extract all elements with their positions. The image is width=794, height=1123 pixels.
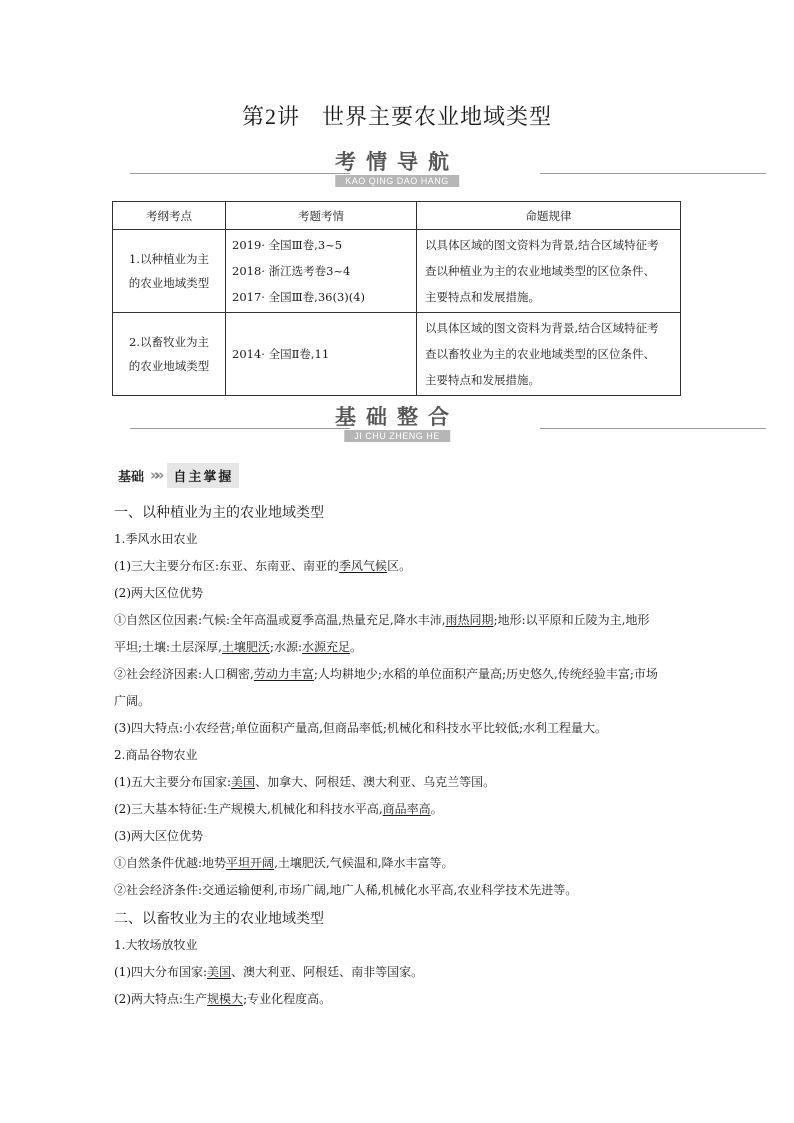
banner-kaoqing [0, 150, 794, 184]
rule-line: 主要特点和发展措施。 [425, 373, 540, 387]
page-title [0, 100, 794, 131]
section-heading: 二、以畜牧业为主的农业地域类型 [114, 911, 324, 927]
rule-line: 以具体区域的图文资料为背景,结合区域特征考 [425, 321, 659, 335]
table-header: 考题考情 [226, 202, 417, 230]
exam-line: 2019· 全国Ⅲ卷,3~5 [232, 238, 343, 252]
text: 平坦;土壤:土层深厚, [114, 640, 222, 654]
text: ,土壤肥沃,气候温和,降水丰富等。 [274, 856, 454, 870]
text-line: ②社会经济条件:交通运输便利,市场广阔,地广人稀,机械化水平高,农业科学技术先进等。 [114, 883, 578, 897]
tag-left: 基础 [118, 469, 145, 485]
exam-line: 2017· 全国Ⅲ卷,36(3)(4) [232, 290, 366, 304]
section-heading: 一、以种植业为主的农业地域类型 [114, 505, 324, 521]
underlined-answer: 规模大 [207, 992, 244, 1006]
banner-jichu-pinyin: JI CHU ZHENG HE [344, 430, 450, 442]
point-line: 1.以种植业为主 [129, 252, 209, 266]
text: 。 [350, 640, 363, 654]
exam-line: 2014· 全国Ⅱ卷,11 [232, 347, 330, 361]
point-line: 的农业地域类型 [128, 359, 210, 373]
text: (1)五大主要分布国家: [114, 775, 232, 789]
text: 区。 [387, 559, 412, 573]
text-line: 广阔。 [114, 694, 151, 708]
underlined-answer: 水源充足 [302, 640, 351, 654]
underlined-answer: 平坦开阔 [226, 856, 275, 870]
rule-line: 以具体区域的图文资料为背景,结合区域特征考 [425, 238, 659, 252]
banner-jichu-title: 基础整合 [335, 405, 459, 429]
text: ①自然区位因素:气候:全年高温或夏季高温,热量充足,降水丰沛, [114, 613, 446, 627]
chevron-right-icon: »» [150, 466, 160, 484]
text-line [114, 800, 443, 817]
text-line [114, 773, 495, 790]
title-lecture: 讲 [276, 105, 300, 130]
text: 、澳大利亚、阿根廷、南非等国家。 [231, 965, 424, 979]
text-line: (2)两大区位优势 [114, 586, 203, 600]
rule-line: 查以畜牧业为主的农业地域类型的区位条件、 [425, 347, 655, 361]
underlined-answer: 季风气候 [339, 559, 388, 573]
text: ②社会经济因素:人口稠密, [114, 667, 254, 681]
rule-line: 主要特点和发展措施。 [425, 290, 540, 304]
text: ①自然条件优越:地势 [114, 856, 227, 870]
rule-line: 查以种植业为主的农业地域类型的区位条件、 [425, 264, 655, 278]
text-line [114, 557, 411, 574]
title-prefix: 第 [241, 105, 265, 130]
table-cell-point [113, 313, 226, 396]
table-header: 命题规律 [417, 202, 681, 230]
text: 、加拿大、阿根廷、澳大利亚、乌克兰等国。 [255, 775, 496, 789]
table-row [113, 230, 681, 313]
text-line: (3)四大特点:小农经营;单位面积产量高,但商品率低;机械化和科技水平比较低;水利工程量大。 [114, 721, 607, 735]
underlined-answer: 美国 [207, 965, 232, 979]
table-header: 考纲考点 [113, 202, 226, 230]
text: ;专业化程度高。 [243, 992, 332, 1006]
text-line: 1.大牧场放牧业 [114, 938, 198, 952]
text-line: (3)两大区位优势 [114, 829, 203, 843]
text: (2)三大基本特征:生产规模大,机械化和科技水平高, [114, 802, 383, 816]
tag-right: 自主掌握 [167, 463, 239, 488]
text-line [114, 990, 331, 1007]
text-line [114, 854, 454, 871]
underlined-answer: 美国 [231, 775, 256, 789]
text-line [114, 665, 658, 682]
text-line [114, 638, 362, 655]
table-cell-exams [226, 313, 417, 396]
table-cell-rule [417, 230, 681, 313]
underlined-answer: 劳动力丰富 [253, 667, 314, 681]
underlined-answer: 雨热同期 [445, 613, 494, 627]
table-cell-rule [417, 313, 681, 396]
text: ;水源: [269, 640, 303, 654]
banner-jichu [0, 405, 794, 439]
underlined-answer: 土壤肥沃 [221, 640, 270, 654]
table-cell-exams [226, 230, 417, 313]
text: ;人均耕地少;水稻的单位面积产量高;历史悠久,传统经验丰富;市场 [313, 667, 658, 681]
section-tag [114, 463, 239, 487]
exam-line: 2018· 浙江选考卷3~4 [232, 264, 351, 278]
text: ;地形:以平原和丘陵为主,地形 [493, 613, 650, 627]
point-line: 2.以畜牧业为主 [129, 335, 209, 349]
text: (2)两大特点:生产 [114, 992, 208, 1006]
exam-table [112, 201, 681, 396]
text-line [114, 963, 423, 980]
text: 。 [430, 802, 443, 816]
text: (1)三大主要分布区:东亚、东南亚、南亚的 [114, 559, 340, 573]
underlined-answer: 商品率高 [382, 802, 431, 816]
text-line [114, 611, 649, 628]
text-line: 1.季风水田农业 [114, 532, 198, 546]
title-name: 世界主要农业地域类型 [322, 105, 553, 130]
table-row [113, 313, 681, 396]
text-line: 2.商品谷物农业 [114, 748, 198, 762]
banner-kaoqing-pinyin: KAO QING DAO HANG [335, 175, 459, 187]
table-header-row [113, 202, 681, 230]
title-number: 2 [264, 104, 277, 129]
table-cell-point [113, 230, 226, 313]
text: (1)四大分布国家: [114, 965, 208, 979]
point-line: 的农业地域类型 [128, 276, 210, 290]
banner-kaoqing-title: 考情导航 [335, 150, 459, 174]
